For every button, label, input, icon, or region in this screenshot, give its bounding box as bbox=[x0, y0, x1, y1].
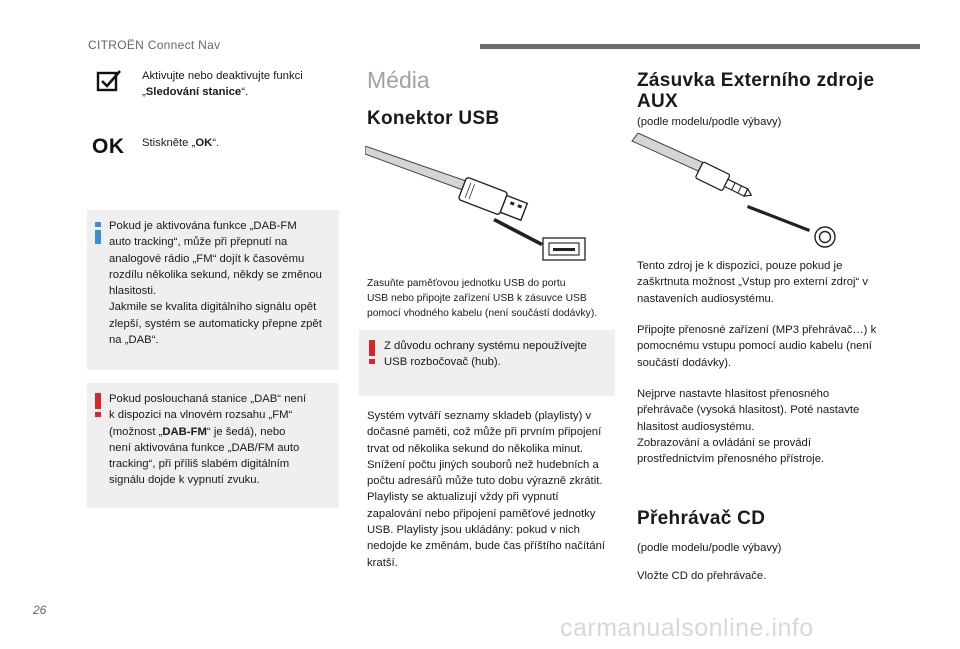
check-text: Aktivujte nebo deaktivujte funkci „Sledování stanice“. bbox=[142, 70, 303, 99]
ok-text: Stiskněte „OK“. bbox=[142, 137, 220, 149]
aux-paragraph-3: Nejprve nastavte hlasitost přenosného přehrávače (vysoká hlasitost). Poté nastavte hlasitost audiosystému. Zobrazování a ovládání se provádí prostřednictvím přenosného přístroje. bbox=[637, 388, 860, 466]
usb-connector-illustration bbox=[365, 146, 590, 264]
header-bar bbox=[480, 44, 920, 49]
usb-warning-note bbox=[359, 330, 615, 396]
ok-icon: OK bbox=[92, 135, 125, 158]
watermark: carmanualsonline.info bbox=[560, 614, 814, 642]
playlist-text: Systém vytváří seznamy skladeb (playlisty) v dočasné paměti, což může při prvním připojení trvat od několika sekund do několika minut. Snížení počtu jiných souborů než hudebních a počtu adresářů může tuto dobu výrazně zkrátit. Playlisty se aktualizují vždy při vypnutí zapalování nebo připojení paměťové jednotky USB. Playlisty jsou ukládány: pokud v nich nedojde ke změnám, bude čas příštího načítání kratší. bbox=[367, 410, 606, 569]
info-marker-icon bbox=[95, 222, 101, 244]
warning-marker-icon bbox=[369, 340, 375, 364]
aux-title: Zásuvka Externího zdroje AUX bbox=[637, 70, 875, 112]
usb-warning-text: Z důvodu ochrany systému nepoužívejte USB rozbočovač (hub). bbox=[384, 340, 587, 369]
page-number: 26 bbox=[33, 603, 47, 617]
warning-note bbox=[87, 383, 339, 508]
cd-text: Vložte CD do přehrávače. bbox=[637, 570, 767, 582]
info-note-text: Pokud je aktivována funkce „DAB-FM auto tracking“, může při přepnutí na analogové rádio „FM“ dojít k časovému rozdílu několika sekund, někdy se změnou hlasitosti. Jakmile se kvalita digitálního signálu opět zlepší, systém se automaticky přepne zpět na „DAB“. bbox=[109, 220, 322, 347]
usb-caption: Zasuňte paměťovou jednotku USB do portu USB nebo připojte zařízení USB k zásuvce USB pomocí vhodného kabelu (není součástí dodávky). bbox=[367, 278, 598, 320]
aux-paragraph-1: Tento zdroj je k dispozici, pouze pokud je zaškrtnuta možnost „Vstup pro externí zdroj“ v nastaveních audiosystému. bbox=[637, 260, 869, 305]
cd-subtitle: (podle modelu/podle výbavy) bbox=[637, 542, 782, 554]
section-title-media: Média bbox=[367, 67, 430, 93]
cd-title: Přehrávač CD bbox=[637, 508, 766, 529]
checkbox-check-icon bbox=[96, 68, 122, 94]
aux-paragraph-2: Připojte přenosné zařízení (MP3 přehrávač…) k pomocnému vstupu pomocí audio kabelu (není součástí dodávky). bbox=[637, 324, 877, 369]
warning-note-text: Pokud poslouchaná stanice „DAB“ není k dispozici na vlnovém rozsahu „FM“ (možnost „DAB-FM“ je šedá), nebo není aktivována funkce „DAB/FM auto tracking“, při příliš slabém digitálním signálu dojde k vypnutí zvuku. bbox=[109, 393, 307, 487]
info-note bbox=[87, 210, 339, 370]
aux-jack-illustration bbox=[630, 133, 845, 253]
warning-marker-icon bbox=[95, 393, 101, 417]
header-brand: CITROËN Connect Nav bbox=[88, 38, 221, 52]
aux-subtitle: (podle modelu/podle výbavy) bbox=[637, 116, 782, 128]
usb-title: Konektor USB bbox=[367, 108, 500, 129]
